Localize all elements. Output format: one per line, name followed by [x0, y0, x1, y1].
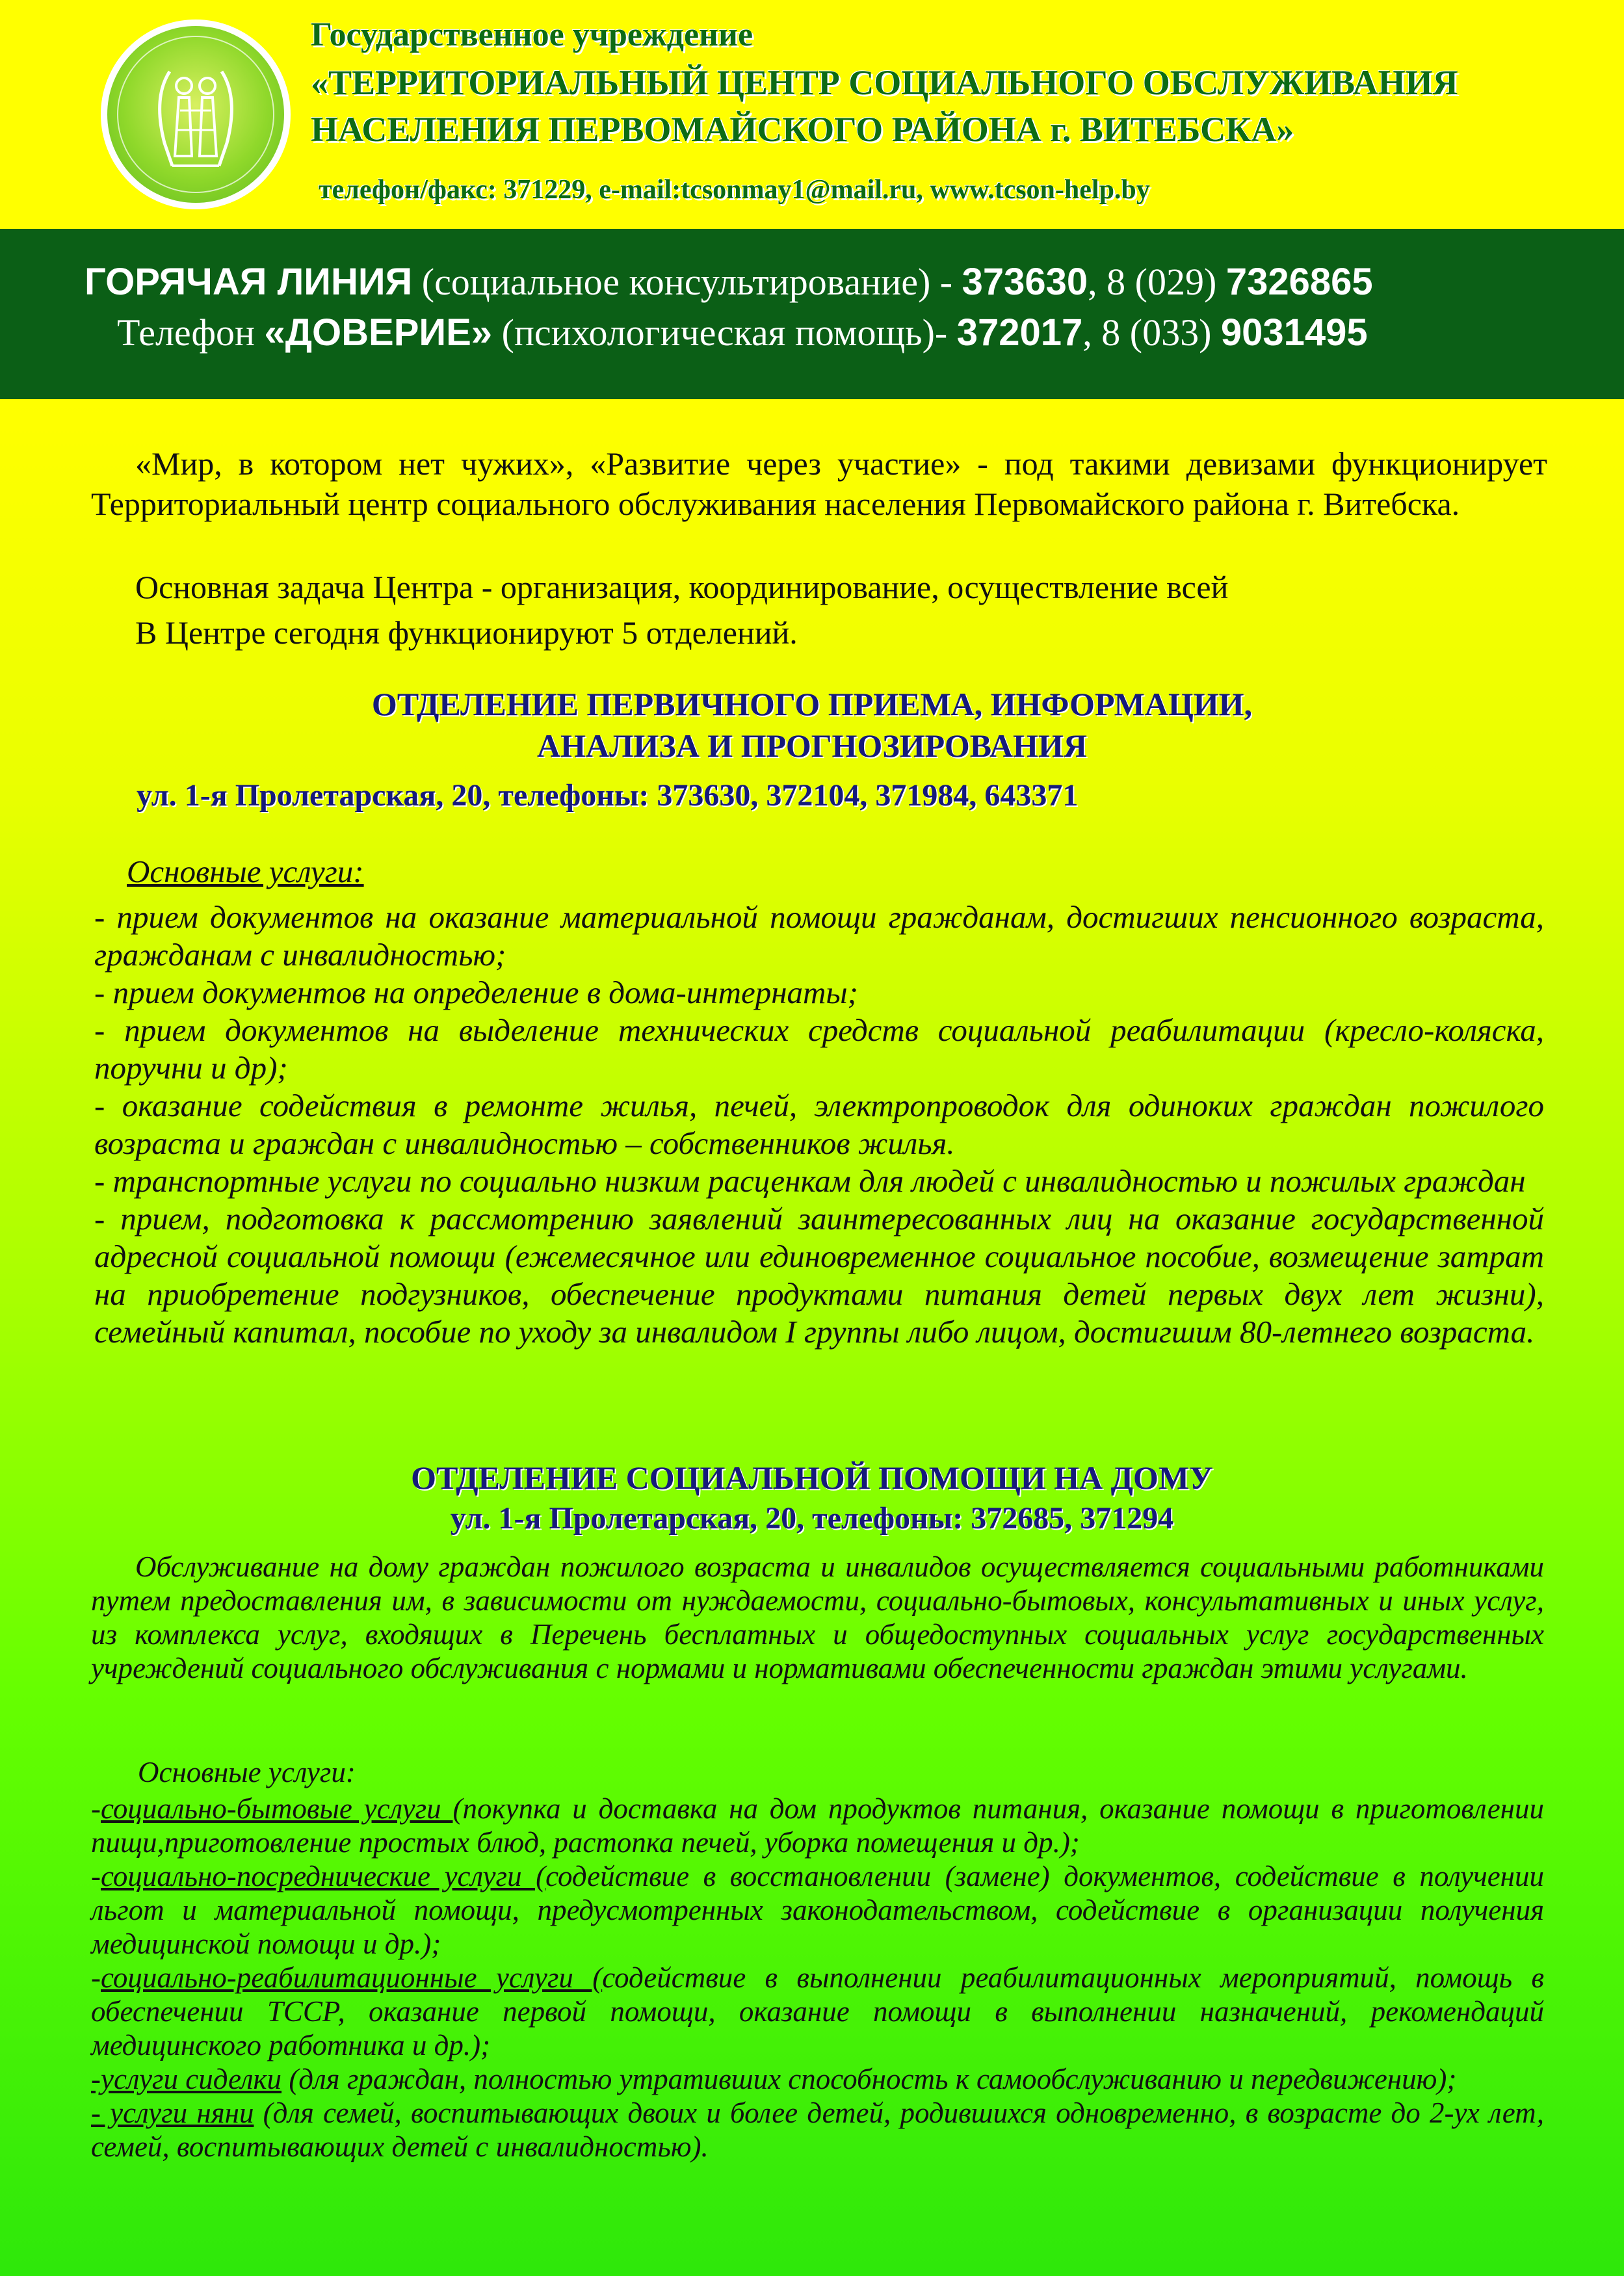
item-title: социально-бытовые услуги [101, 1792, 453, 1825]
list-item: - прием документов на оказание материальной помощи гражданам, достигших пенсионного возраста, гражданам с инвалидностью; [94, 899, 1544, 973]
org-name-line1: «ТЕРРИТОРИАЛЬНЫЙ ЦЕНТР СОЦИАЛЬНОГО ОБСЛУЖИВАНИЯ [311, 63, 1458, 102]
org-type: Государственное учреждение [311, 16, 753, 53]
item-title: -услуги сиделки [91, 2063, 282, 2095]
item-title: социально-посреднические услуги ( [101, 1860, 546, 1892]
list-item: - прием, подготовка к рассмотрению заявлений заинтересованных лиц на оказание государственной адресной социальной помощи (ежемесячное или единовременное социальное пособие, возмещение затрат на приобретение подгузников, обеспечение продуктами питания детей первых двух лет жизни), семейный капитал, пособие по уходу за инвалидом I группы либо лицом, достигшим 80-летнего возраста. [94, 1201, 1544, 1350]
intro-paragraph: «Мир, в котором нет чужих», «Развитие через участие» - под такими девизами функционирует Территориальный центр социального обслуживания населения Первомайского района г. Витебска. [91, 445, 1547, 522]
list-item: - транспортные услуги по социально низким расценкам для людей с инвалидностью и пожилых граждан [94, 1163, 1526, 1199]
intro-departments: В Центре сегодня функционируют 5 отделений. [135, 614, 798, 651]
item-dash: - [91, 1961, 101, 1994]
item-title: - услуги няни [91, 2097, 254, 2129]
item-desc: (покупка и доставка на дом продуктов питания, оказание помощи в приготовлении пищи,приготовление простых блюд, растопка печей, уборка помещения и др.); [91, 1792, 1544, 1859]
hotline-number: 373630 [962, 261, 1088, 303]
dept1-address: ул. 1-я Пролетарская, 20, телефоны: 373630, 372104, 371984, 643371 [137, 778, 1079, 813]
dept1-services-label [127, 853, 1577, 891]
org-name-line2: НАСЕЛЕНИЯ ПЕРВОМАЙСКОГО РАЙОНА г. ВИТЕБСКА» [311, 110, 1294, 149]
dept1-title-line2: АНАЛИЗА И ПРОГНОЗИРОВАНИЯ [537, 727, 1087, 764]
list-item [91, 1961, 1544, 2062]
dept1-services-list [94, 898, 1544, 1351]
dept2-title: ОТДЕЛЕНИЕ СОЦИАЛЬНОЙ ПОМОЩИ НА ДОМУ [411, 1459, 1213, 1496]
hotline-desc: (социальное консультирование) - [412, 261, 962, 303]
list-item: - прием документов на выделение технических средств социальной реабилитации (кресло-коляска, поручни и др); [94, 1012, 1544, 1086]
services-label-text: Основные услуги: [127, 854, 364, 889]
item-desc: (для граждан, полностью утративших способность к самообслуживанию и передвижению); [282, 2063, 1457, 2095]
list-item: - оказание содействия в ремонте жилья, печей, электропроводок для одиноких граждан пожилого возраста и граждан с инвалидностью – собственников жилья. [94, 1088, 1544, 1161]
dept2-address: ул. 1-я Пролетарская, 20, телефоны: 372685, 371294 [450, 1501, 1174, 1536]
organization-logo [101, 20, 291, 209]
trust-label: «ДОВЕРИЕ» [264, 311, 493, 354]
trust-mobile-number: 9031495 [1220, 311, 1368, 354]
list-item [91, 1859, 1544, 1961]
dept1-title-line1: ОТДЕЛЕНИЕ ПЕРВИЧНОГО ПРИЕМА, ИНФОРМАЦИИ, [371, 686, 1253, 722]
trust-desc: (психологическая помощь)- [492, 311, 957, 354]
list-item [91, 2062, 1544, 2096]
hotline-line [85, 260, 1373, 304]
list-item: - прием документов на определение в дома-интернаты; [94, 974, 858, 1010]
logo-emblem-icon [107, 26, 284, 203]
trust-prefix: Телефон [117, 311, 265, 354]
hotline-label: ГОРЯЧАЯ ЛИНИЯ [85, 261, 413, 303]
dept2-services-label: Основные услуги: [138, 1756, 356, 1788]
list-item [91, 2096, 1544, 2164]
org-contacts: телефон/факс: 371229, e-mail:tcsonmay1@mail.ru, www.tcson-help.by [319, 175, 1150, 205]
hotline-mobile-number: 7326865 [1225, 261, 1373, 303]
item-desc: содействие в восстановлении (замене) документов, содействие в получении льгот и материальной помощи, предусмотренных законодательством, содействие в организации получения медицинской помощи и др.); [91, 1860, 1544, 1960]
intro-task: Основная задача Центра - организация, координирование, осуществление всей [135, 569, 1229, 605]
dept2-intro: Обслуживание на дому граждан пожилого возраста и инвалидов осуществляется социальными работниками путем предоставления им, в зависимости от нуждаемости, социально-бытовых, консультативных и иных услуг, из комплекса услуг, входящих в Перечень бесплатных и общедоступных социальных услуг государственных учреждений социального обслуживания с нормами и нормативами обеспеченности граждан этими услугами. [91, 1550, 1544, 1684]
item-dash: - [91, 1860, 101, 1892]
item-desc: содействие в выполнении реабилитационных мероприятий, помощь в обеспечении ТССР, оказание первой помощи, оказание помощи в выполнении назначений, рекомендаций медицинского работника и др.); [91, 1961, 1545, 2061]
hotline-mobile-prefix: , 8 (029) [1088, 261, 1226, 303]
item-desc: (для семей, воспитывающих двоих и более детей, родившихся одновременно, в возрасте до 2-ух лет, семей, воспитывающих детей с инвалидностью). [91, 2097, 1544, 2163]
trust-line [117, 311, 1368, 354]
dept2-services-list [91, 1792, 1544, 2164]
item-dash: - [91, 1792, 101, 1825]
item-title: социально-реабилитационные услуги ( [101, 1961, 603, 1994]
trust-mobile-prefix: , 8 (033) [1082, 311, 1221, 354]
trust-number: 372017 [956, 311, 1083, 354]
list-item [91, 1792, 1544, 1859]
